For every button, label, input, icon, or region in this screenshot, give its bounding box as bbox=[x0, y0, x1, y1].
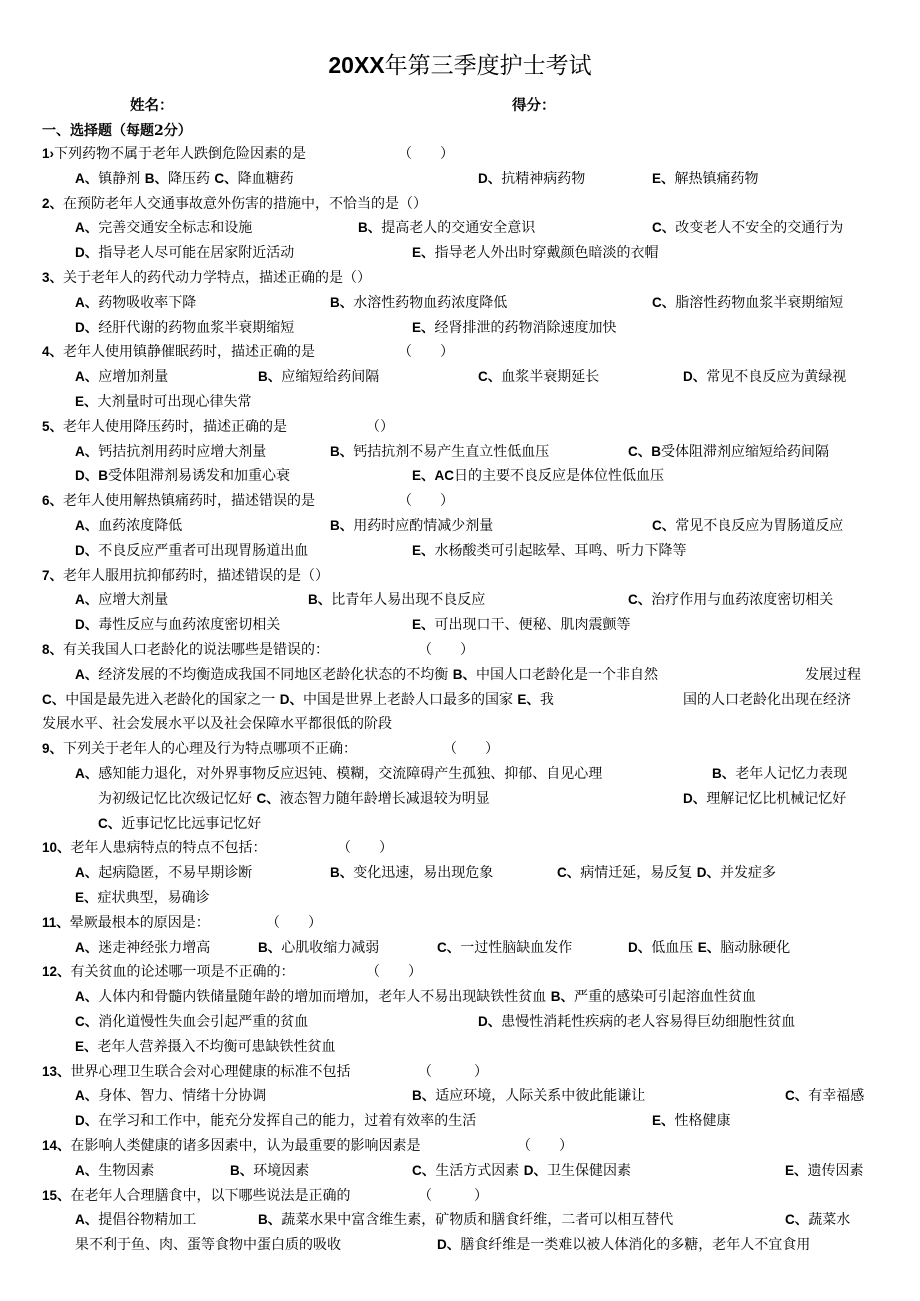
text-segment: D、指导老人尽可能在居家附近活动 bbox=[75, 245, 295, 262]
text-line bbox=[0, 1208, 920, 1232]
text-segment: D、不良反应严重者可出现胃肠道出血 bbox=[75, 542, 309, 559]
text-line bbox=[0, 1010, 920, 1034]
text-line bbox=[0, 688, 920, 712]
text-line bbox=[0, 192, 920, 216]
text-line bbox=[0, 216, 920, 240]
text-segment: A、应增加剂量 bbox=[75, 369, 169, 386]
text-segment: E、经肾排泄的药物消除速度加快 bbox=[412, 319, 617, 336]
text-segment: C、病情迁延，易反复 D、并发症多 bbox=[557, 865, 776, 882]
text-line bbox=[0, 365, 920, 389]
text-segment: C、血浆半衰期延长 bbox=[478, 369, 600, 386]
text-line bbox=[0, 1035, 920, 1059]
text-segment: B、用药时应酌情减少剂量 bbox=[330, 518, 494, 534]
text-line bbox=[0, 1233, 920, 1257]
text-segment: 5、老年人使用降压药时，描述正确的是 bbox=[42, 418, 288, 435]
text-segment: 3、关于老年人的药代动力学特点，描述正确的是（） bbox=[42, 270, 372, 286]
text-line bbox=[0, 564, 920, 588]
text-segment: 7、老年人服用抗抑郁药时，描述错误的是（） bbox=[42, 567, 330, 584]
text-segment: E、可出现口干、便秘、肌肉震颤等 bbox=[412, 617, 631, 634]
text-line bbox=[0, 762, 920, 786]
text-segment: E、大剂量时可出现心律失常 bbox=[75, 394, 252, 410]
text-segment: C、B受体阻滞剂应缩短给药间隔 bbox=[628, 443, 829, 460]
text-line bbox=[0, 836, 920, 860]
text-line bbox=[0, 142, 920, 166]
text-segment: B、变化迅速，易出现危象 bbox=[330, 865, 494, 882]
text-line bbox=[0, 1159, 920, 1183]
text-segment: D、B受体阻滞剂易诱发和加重心衰 bbox=[75, 468, 290, 485]
text-line bbox=[0, 340, 920, 364]
text-segment: B、环境因素 bbox=[230, 1162, 310, 1179]
text-segment: A、身体、智力、情绪十分协调 bbox=[75, 1088, 267, 1105]
text-line bbox=[0, 1060, 920, 1084]
text-segment: A、感知能力退化，对外界事物反应迟钝、模糊，交流障碍产生孤独、抑郁、自见心理 bbox=[75, 766, 603, 782]
text-line bbox=[0, 266, 920, 290]
text-segment: B、心肌收缩力减弱 bbox=[258, 939, 380, 956]
text-line bbox=[0, 737, 920, 761]
text-line bbox=[0, 415, 920, 439]
text-segment: 15、在老年人合理膳食中，以下哪些说法是正确的 bbox=[42, 1187, 351, 1204]
text-segment: （ ） bbox=[418, 1063, 488, 1080]
text-line bbox=[0, 464, 920, 488]
text-segment: （ ） bbox=[517, 1138, 573, 1154]
text-segment: 14、在影响人类健康的诸多因素中，认为最重要的影响因素是 bbox=[42, 1138, 421, 1154]
text-segment: 发展水平、社会发展水平以及社会保障水平都很低的阶段 bbox=[42, 716, 392, 733]
text-line bbox=[0, 985, 920, 1009]
text-segment: B、比青年人易出现不良反应 bbox=[308, 592, 486, 609]
text-line bbox=[0, 440, 920, 464]
text-segment: 国的人口老龄化出现在经济 bbox=[683, 691, 851, 708]
text-segment: A、镇静剂 B、降压药 C、降血糖药 bbox=[75, 170, 294, 187]
text-segment: A、完善交通安全标志和设施 bbox=[75, 220, 253, 237]
text-segment: A、起病隐匿，不易早期诊断 bbox=[75, 865, 253, 882]
text-segment: C、脂溶性药物血浆半衰期缩短 bbox=[652, 294, 844, 311]
text-line bbox=[0, 812, 920, 836]
text-segment: （ ） bbox=[418, 1187, 488, 1204]
text-segment: E、水杨酸类可引起眩晕、耳鸣、听力下降等 bbox=[412, 542, 687, 559]
text-segment: （ ） bbox=[266, 914, 322, 931]
text-segment: （ ） bbox=[337, 840, 393, 857]
text-segment: 11、晕厥最根本的原因是： bbox=[42, 914, 210, 931]
text-line bbox=[0, 1134, 920, 1158]
text-segment: 2、在预防老年人交通事故意外伤害的措施中，不恰当的是（） bbox=[42, 195, 428, 212]
text-segment: A、血药浓度降低 bbox=[75, 518, 183, 534]
text-segment: A、钙拮抗剂用药时应增大剂量 bbox=[75, 443, 267, 460]
text-segment: D、常见不良反应为黄绿视 bbox=[683, 369, 847, 386]
text-segment: B、钙拮抗剂不易产生直立性低血压 bbox=[330, 443, 550, 460]
text-line bbox=[0, 1184, 920, 1208]
text-line bbox=[0, 787, 920, 811]
text-segment: 10、老年人患病特点的特点不包括： bbox=[42, 840, 267, 857]
text-segment: 12、有关贫血的论述哪一项是不正确的： bbox=[42, 964, 295, 981]
text-segment: B、提高老人的交通安全意识 bbox=[358, 220, 536, 237]
title-text: 年第三季度护士考试 bbox=[384, 53, 592, 79]
text-segment: B、应缩短给药间隔 bbox=[258, 369, 380, 386]
text-segment: E、AC日的主要不良反应是体位性低血压 bbox=[412, 468, 665, 485]
section-title-text: 一、选择题（每题2分） bbox=[42, 123, 192, 139]
text-segment: A、应增大剂量 bbox=[75, 592, 169, 609]
text-segment: 6、老年人使用解热镇痛药时，描述错误的是 bbox=[42, 493, 316, 510]
text-line bbox=[0, 861, 920, 885]
text-line bbox=[0, 886, 920, 910]
text-segment: 发展过程 bbox=[805, 666, 861, 683]
text-segment: （） bbox=[366, 418, 394, 435]
text-segment: D、低血压 E、脑动脉硬化 bbox=[628, 939, 791, 956]
text-segment: A、药物吸收率下降 bbox=[75, 294, 197, 311]
text-segment: D、抗精神病药物 bbox=[478, 170, 586, 187]
text-segment: D、患慢性消耗性疾病的老人容易得巨幼细胞性贫血 bbox=[478, 1014, 796, 1030]
text-segment: C、改变老人不安全的交通行为 bbox=[652, 220, 844, 237]
text-segment: 为初级记忆比次级记忆好 C、液态智力随年龄增长减退较为明显 bbox=[98, 790, 490, 807]
text-segment: C、有幸福感 bbox=[785, 1088, 865, 1105]
text-line bbox=[0, 241, 920, 265]
text-line bbox=[0, 390, 920, 414]
text-segment: E、解热镇痛药物 bbox=[652, 170, 759, 187]
text-segment: （ ） bbox=[418, 642, 474, 658]
title-year: 20XX bbox=[328, 52, 385, 78]
text-segment: （ ） bbox=[398, 493, 454, 510]
text-segment: A、迷走神经张力增高 bbox=[75, 939, 211, 956]
text-segment: D、经肝代谢的药物血浆半衰期缩短 bbox=[75, 319, 295, 336]
text-line bbox=[0, 514, 920, 538]
text-segment: C、常见不良反应为胃肠道反应 bbox=[652, 518, 844, 534]
text-segment: E、遗传因素 bbox=[785, 1162, 864, 1179]
text-line bbox=[0, 663, 920, 687]
text-segment: B、适应环境，人际关系中彼此能谦让 bbox=[412, 1088, 646, 1105]
text-segment: A、经济发展的不均衡造成我国不同地区老龄化状态的不均衡 B、中国人口老龄化是一个非自然 bbox=[75, 666, 658, 683]
text-line bbox=[0, 911, 920, 935]
text-segment: A、生物因素 bbox=[75, 1162, 155, 1179]
text-line bbox=[0, 936, 920, 960]
text-segment: C、生活方式因素 D、卫生保健因素 bbox=[412, 1162, 631, 1179]
text-segment: 9、下列关于老年人的心理及行为特点哪项不正确： bbox=[42, 741, 358, 758]
text-segment: （ ） bbox=[398, 344, 454, 361]
text-segment: B、老年人记忆力表现 bbox=[712, 766, 848, 782]
text-line bbox=[0, 613, 920, 637]
text-line bbox=[0, 489, 920, 513]
text-line bbox=[0, 960, 920, 984]
text-line bbox=[0, 638, 920, 662]
section-title bbox=[42, 120, 192, 140]
text-segment: D、理解记忆比机械记忆好 bbox=[683, 790, 847, 807]
text-line bbox=[0, 588, 920, 612]
name-label: 姓名： bbox=[130, 97, 174, 114]
text-segment: A、人体内和骨髓内铁储量随年龄的增加而增加，老年人不易出现缺铁性贫血 B、严重的感染可引起溶血性贫血 bbox=[75, 989, 756, 1006]
text-segment: B、水溶性药物血药浓度降低 bbox=[330, 294, 508, 311]
text-segment: C、治疗作用与血药浓度密切相关 bbox=[628, 592, 834, 609]
text-line bbox=[0, 539, 920, 563]
page-title bbox=[0, 50, 920, 81]
text-segment: 果不利于鱼、肉、蛋等食物中蛋白质的吸收 bbox=[75, 1237, 341, 1254]
text-segment: C、一过性脑缺血发作 bbox=[437, 939, 573, 956]
text-segment: （ ） bbox=[443, 741, 499, 758]
text-segment: C、蔬菜水 bbox=[785, 1212, 851, 1229]
text-segment: 8、有关我国人口老龄化的说法哪些是错误的： bbox=[42, 642, 330, 658]
text-line bbox=[0, 167, 920, 191]
text-segment: （ ） bbox=[366, 964, 422, 981]
text-segment: E、症状典型，易确诊 bbox=[75, 890, 210, 906]
text-segment: （ ） bbox=[398, 146, 454, 162]
text-segment: E、性格健康 bbox=[652, 1113, 731, 1130]
text-line bbox=[0, 291, 920, 315]
text-line bbox=[0, 316, 920, 340]
text-segment: D、在学习和工作中，能充分发挥自己的能力，过着有效率的生活 bbox=[75, 1113, 477, 1130]
text-segment: B、蔬菜水果中富含维生素，矿物质和膳食纤维，二者可以相互替代 bbox=[258, 1212, 674, 1229]
text-segment: E、老年人营养摄入不均衡可患缺铁性贫血 bbox=[75, 1038, 336, 1055]
text-segment: 1›下列药物不属于老年人跌倒危险因素的是 bbox=[42, 146, 307, 162]
text-segment: C、中国是最先进入老龄化的国家之一 D、中国是世界上老龄人口最多的国家 E、我 bbox=[42, 691, 554, 708]
text-segment: C、消化道慢性失血会引起严重的贫血 bbox=[75, 1014, 309, 1030]
text-line bbox=[0, 1084, 920, 1108]
text-segment: D、毒性反应与血药浓度密切相关 bbox=[75, 617, 281, 634]
text-segment: E、指导老人外出时穿戴颜色暗淡的衣帽 bbox=[412, 245, 659, 262]
text-segment: D、膳食纤维是一类难以被人体消化的多糖，老年人不宜食用 bbox=[437, 1237, 811, 1254]
score-label: 得分： bbox=[512, 97, 556, 114]
text-segment: 13、世界心理卫生联合会对心理健康的标准不包括 bbox=[42, 1063, 351, 1080]
text-line bbox=[0, 1109, 920, 1133]
text-segment: C、近事记忆比远事记忆好 bbox=[98, 815, 262, 832]
text-segment: A、提倡谷物精加工 bbox=[75, 1212, 197, 1229]
text-segment: 4、老年人使用镇静催眠药时，描述正确的是 bbox=[42, 344, 316, 361]
text-line bbox=[0, 712, 920, 736]
